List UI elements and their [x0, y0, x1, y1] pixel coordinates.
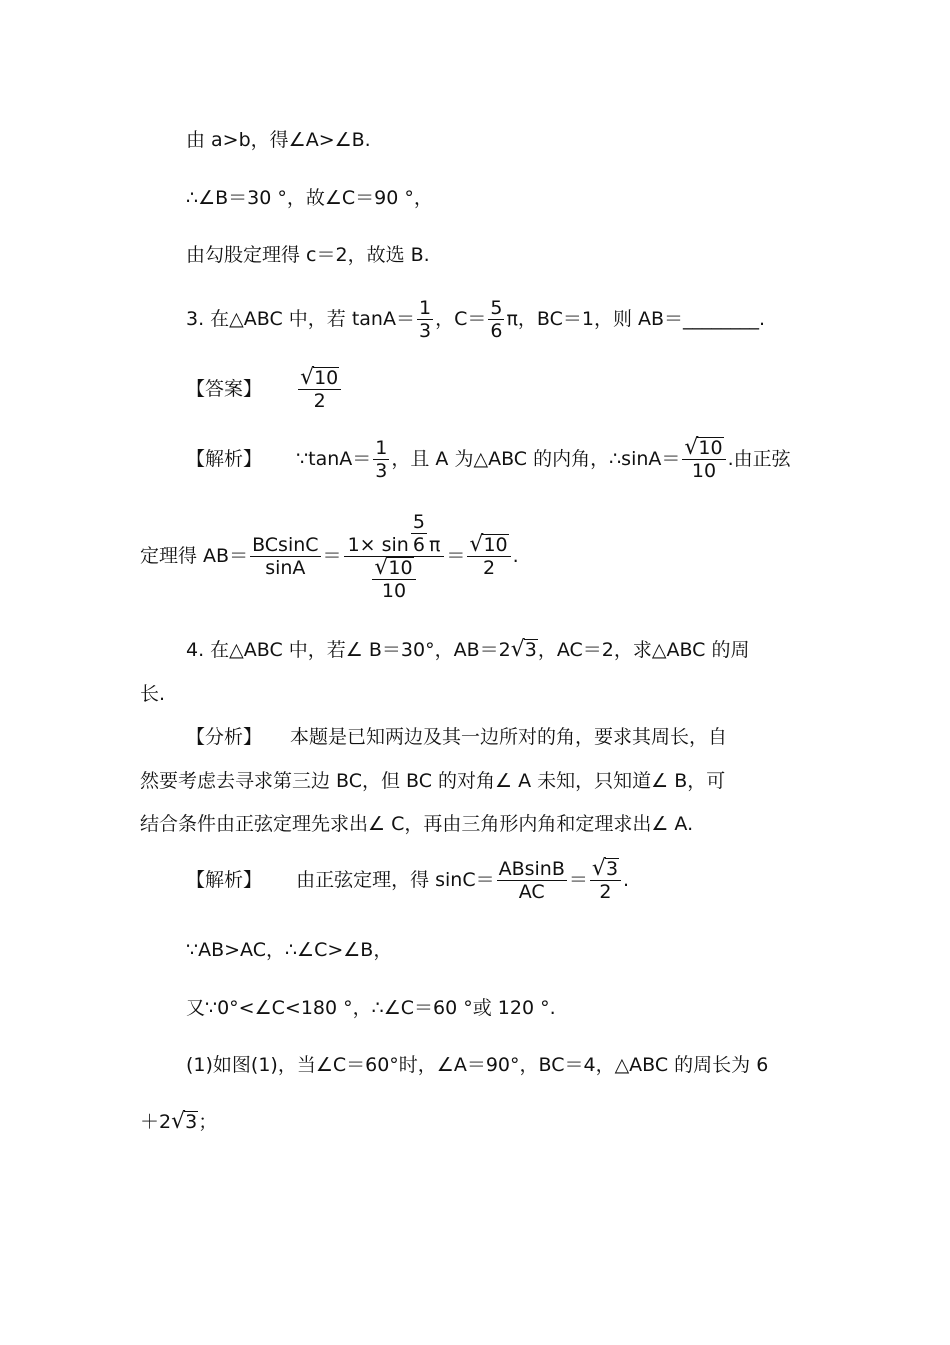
fraction: $\frac{ABsinB}{AC}$ [498, 858, 565, 903]
question-4-line2: 长. [140, 683, 166, 705]
text-line: ∴∠B＝30 °，故∠C＝90 °， [186, 187, 433, 209]
text-line: 由 a>b，得∠A>∠B. [186, 129, 371, 151]
jiexi-4-line: 【解析】 由正弦定理，得 sinC＝ $\frac{ABsinB}{AC}$ ＝ $\frac{√3}{2}$ . [186, 856, 630, 903]
fraction: $\frac{5}{6}$ [490, 297, 503, 342]
question-3: 3. 在△ABC 中，若 tanA＝ $\frac{1}{3}$ ，C＝ $\frac{5}{6}$ π，BC＝1，则 AB＝________. [186, 297, 766, 342]
fraction: $\frac{BCsinC}{\sin A}$ [252, 534, 319, 579]
fraction: $\frac{1}{3}$ [418, 297, 432, 342]
fraction: $\frac{√3}{2}$ [590, 858, 621, 903]
analysis-3-line2: 定理得 AB＝ $\frac{BCsinC}{\sin A}$ ＝ 1× sin $\frac{5}{6}$ π $\frac{√10}{10}$ ＝ $\frac{√10}{2}$ . [140, 511, 519, 602]
text-line: (1)如图(1)，当∠C＝60°时，∠A＝90°，BC＝4，△ABC 的周长为 6 [186, 1054, 769, 1076]
text-line: 由勾股定理得 c＝2，故选 B. [186, 244, 430, 266]
answer-line [186, 364, 343, 414]
fenxi-line3: 结合条件由正弦定理先求出∠ C，再由三角形内角和定理求出∠ A. [140, 813, 694, 835]
text-line: ＋2√3； [140, 1109, 218, 1134]
fenxi-line2: 然要考虑去寻求第三边 BC，但 BC 的对角∠ A 未知，只知道∠ B，可 [140, 770, 726, 792]
fenxi-line1: 【分析】 本题是已知两边及其一边所对的角，要求其周长，自 [186, 726, 728, 748]
fraction: $\frac{1}{3}$ [375, 437, 388, 482]
fraction: $\frac{√10}{10}$ [682, 437, 725, 482]
question-4: 4. 在△ABC 中，若∠ B＝30°，AB＝2√3，AC＝2，求△ABC 的周 [186, 637, 750, 662]
analysis-label: 【解析】 [186, 869, 263, 891]
answer-label: 【答案】 [186, 378, 263, 400]
analysis-label: 【解析】 [186, 448, 263, 470]
analysis-3-line1: 【解析】 ∵tanA＝ $\frac{1}{3}$ ，且 A 为△ABC 的内角，∴sinA＝ $\frac{√10}{10}$ .由正弦 [186, 435, 791, 482]
fenxi-label: 【分析】 [186, 726, 263, 748]
text-line: 又∵0°<∠C<180 °，∴∠C＝60 °或 120 °. [186, 997, 556, 1019]
fraction: $\frac{√10}{2}$ [298, 367, 341, 412]
q3-prefix: 3. 在△ABC 中，若 tanA＝ [186, 308, 415, 330]
q3-suffix: ，BC＝1，则 AB＝________. [517, 308, 766, 330]
text-line: ∵AB>AC，∴∠C>∠B， [186, 939, 393, 961]
fraction: $\frac{√10}{2}$ [467, 534, 510, 579]
fraction: 1× sin $\frac{5}{6}$ π $\frac{√10}{10}$ [344, 511, 445, 602]
